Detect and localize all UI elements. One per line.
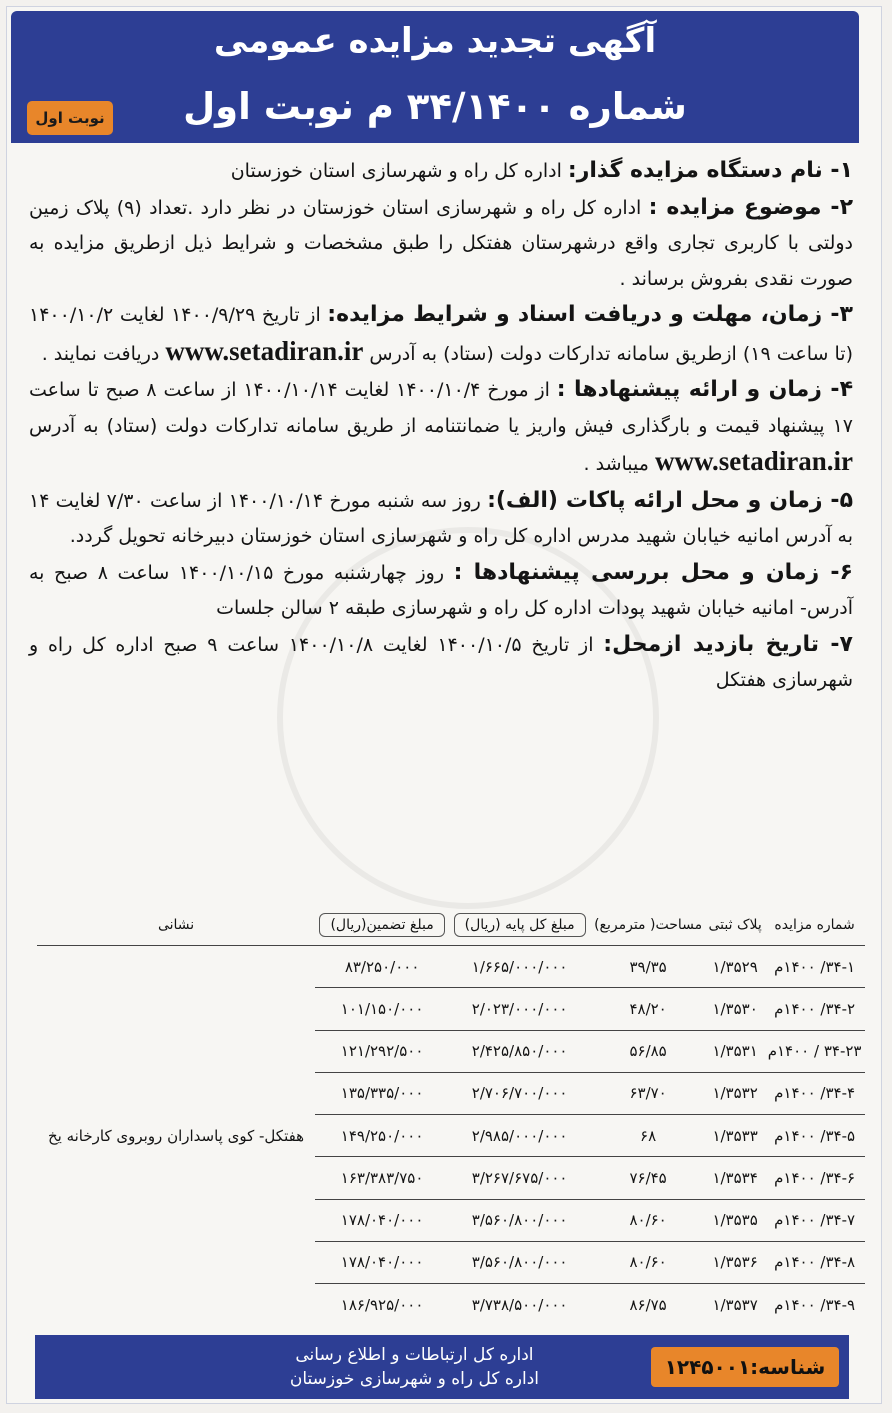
item-text: از تاریخ ۱۴۰۰/۹/۲۹ لغایت ۱۴۰۰/۱۰/۲ (تا ساعت ۱۹) ازطریق سامانه تدارکات دولت (ستاد) به آدرس (29, 304, 853, 365)
item-text: از تاریخ ۱۴۰۰/۱۰/۵ لغایت ۱۴۰۰/۱۰/۸ ساعت ۹ صبح اداره کل راه و شهرسازی هفتکل (29, 633, 853, 691)
cell-guarantee: ۱۲۱/۲۹۲/۵۰۰ (315, 1030, 449, 1072)
cell-base-price: ۲/۴۲۵/۸۵۰/۰۰۰ (449, 1030, 590, 1072)
table-row (37, 946, 865, 988)
cell-base-price: ۱/۶۶۵/۰۰۰/۰۰۰ (471, 957, 568, 976)
cell-guarantee: ۱۴۹/۲۵۰/۰۰۰ (315, 1115, 449, 1157)
cell-plot-no: ۱/۳۵۳۳ (706, 1115, 764, 1157)
cell-auction-no: ۳۴-۷/ ۱۴۰۰م (764, 1199, 865, 1241)
item-text: روز سه شنبه مورخ ۱۴۰۰/۱۰/۱۴ از ساعت ۷/۳۰ لغایت ۱۴ به آدرس امانیه خیابان شهید مدرس اداره کل راه و شهرسازی استان خوزستان دبیرخانه تحویل گردد. (29, 489, 853, 547)
cell-base-price: ۳/۷۳۸/۵۰۰/۰۰۰ (449, 1284, 590, 1325)
cell-area: ۷۶/۴۵ (590, 1157, 706, 1199)
cell-auction-no: ۳۴-۱/ ۱۴۰۰م (774, 957, 856, 976)
cell-guarantee: ۱۷۸/۰۴۰/۰۰۰ (315, 1199, 449, 1241)
col-header-base-price (449, 905, 590, 946)
item-3 (29, 297, 853, 372)
cell-auction-no: ۳۴-۲/ ۱۴۰۰م (764, 988, 865, 1030)
cell-base-price: ۳/۵۶۰/۸۰۰/۰۰۰ (449, 1199, 590, 1241)
col-header-plot-no: پلاک ثبتی (706, 905, 764, 946)
cell-area: ۳۹/۳۵ (629, 957, 667, 976)
cell-plot-no: ۱/۳۵۲۹ (712, 957, 758, 976)
cell-auction-no: ۳۴-۴/ ۱۴۰۰م (764, 1072, 865, 1114)
cell-area: ۶۸ (590, 1115, 706, 1157)
cell-base-price: ۳/۵۶۰/۸۰۰/۰۰۰ (449, 1241, 590, 1283)
cell-area: ۵۶/۸۵ (590, 1030, 706, 1072)
cell-guarantee: ۱۷۸/۰۴۰/۰۰۰ (315, 1241, 449, 1283)
announcement-body (29, 153, 853, 699)
cell-base-price: ۲/۰۲۳/۰۰۰/۰۰۰ (449, 988, 590, 1030)
item-label: ۲- موضوع مزایده : (648, 194, 853, 220)
cell-guarantee: ۱۰۱/۱۵۰/۰۰۰ (315, 988, 449, 1030)
footer-line-1: اداره کل ارتباطات و اطلاع رسانی (295, 1345, 534, 1365)
plots-table-container (37, 905, 865, 1325)
cell-auction-no: ۳۴-۶/ ۱۴۰۰م (764, 1157, 865, 1199)
cell-area: ۸۰/۶۰ (590, 1199, 706, 1241)
item-4 (29, 372, 853, 483)
cell-auction-no: ۳۴-۹/ ۱۴۰۰م (764, 1284, 865, 1325)
cell-plot-no: ۱/۳۵۳۷ (706, 1284, 764, 1325)
footer-banner (35, 1335, 849, 1399)
item-2 (29, 190, 853, 298)
item-text: اداره کل راه و شهرسازی استان خوزستان (230, 160, 568, 182)
cell-base-price: ۳/۲۶۷/۶۷۵/۰۰۰ (449, 1157, 590, 1199)
cell-plot-no: ۱/۳۵۳۱ (706, 1030, 764, 1072)
item-5 (29, 483, 853, 555)
cell-base-price: ۲/۷۰۶/۷۰۰/۰۰۰ (449, 1072, 590, 1114)
item-text: روز چهارشنبه مورخ ۱۴۰۰/۱۰/۱۵ ساعت ۸ صبح به آدرس- امانیه خیابان شهید پودات اداره کل راه و شهرسازی طبقه ۲ سالن جلسات (29, 561, 853, 619)
table-body (37, 946, 865, 1326)
col-header-address: نشانی (37, 905, 315, 946)
cell-plot-no: ۱/۳۵۳۴ (706, 1157, 764, 1199)
website-link[interactable]: www.setadiran.ir (655, 446, 853, 476)
cell-auction-no: ۳۴-۵/ ۱۴۰۰م (764, 1115, 865, 1157)
table-header-row (37, 905, 865, 946)
item-text-after: میباشد . (583, 453, 655, 475)
cell-area: ۶۳/۷۰ (590, 1072, 706, 1114)
cell-guarantee: ۱۶۳/۳۸۳/۷۵۰ (315, 1157, 449, 1199)
col-header-auction-no: شماره مزایده (764, 905, 865, 946)
cell-area: ۸۰/۶۰ (590, 1241, 706, 1283)
ad-id-badge: شناسه:۱۲۴۵۰۰۱ (651, 1347, 839, 1387)
item-label: ۷- تاریخ بازدید ازمحل: (603, 631, 853, 657)
item-label: ۵- زمان و محل ارائه پاکات (الف): (487, 487, 853, 513)
cell-guarantee: ۸۳/۲۵۰/۰۰۰ (344, 957, 420, 976)
page-title: آگهی تجدید مزایده عمومی (213, 21, 657, 61)
cell-address: هفتکل- کوی پاسداران روبروی کارخانه یخ (47, 1126, 305, 1145)
header-box: مبلغ تضمین(ریال) (319, 913, 444, 937)
col-header-area: مساحت( مترمربع) (590, 905, 706, 946)
item-label: ۳- زمان، مهلت و دریافت اسناد و شرایط مزایده: (327, 302, 853, 327)
cell-guarantee: ۱۸۶/۹۲۵/۰۰۰ (315, 1284, 449, 1325)
website-link[interactable]: www.setadiran.ir (165, 335, 364, 366)
item-text: اداره کل راه و شهرسازی استان خوزستان در نظر دارد .تعداد (۹) پلاک زمین دولتی با کاربری تجاری واقع درشهرستان هفتکل را طبق مشخصات و شرایط ذیل ازطریق مزایده به صورت نقدی بفروش برساند . (29, 196, 853, 290)
cell-auction-no: ۳۴-۸/ ۱۴۰۰م (764, 1241, 865, 1283)
footer-line-2: اداره کل راه و شهرسازی خوزستان (289, 1369, 539, 1389)
cell-plot-no: ۱/۳۵۳۰ (706, 988, 764, 1030)
item-text-after: دریافت نمایند . (41, 342, 166, 365)
footer-publisher (290, 1343, 539, 1391)
item-text: از مورخ ۱۴۰۰/۱۰/۴ لغایت ۱۴۰۰/۱۰/۱۴ از ساعت ۸ صبح تا ساعت ۱۷ پیشنهاد قیمت و بارگذاری فیش واریز یا ضمانتنامه از طریق سامانه تدارکات دولت (ستاد) به آدرس (29, 379, 853, 437)
cell-base-price: ۲/۹۸۵/۰۰۰/۰۰۰ (449, 1115, 590, 1157)
round-badge: نوبت اول (27, 101, 113, 135)
cell-guarantee: ۱۳۵/۳۳۵/۰۰۰ (315, 1072, 449, 1114)
page-subtitle: شماره ۳۴/۱۴۰۰ م نوبت اول (183, 85, 687, 128)
cell-plot-no: ۱/۳۵۳۶ (706, 1241, 764, 1283)
header-box: مبلغ کل پایه (ریال) (454, 913, 586, 937)
cell-area: ۴۸/۲۰ (590, 988, 706, 1030)
col-header-guarantee (315, 905, 449, 946)
header-banner (11, 11, 859, 143)
plots-table (37, 905, 865, 1325)
item-label: ۶- زمان و محل بررسی پیشنهادها : (453, 559, 853, 585)
cell-auction-no: ۳۴-۲۳ / ۱۴۰۰م (764, 1030, 865, 1072)
item-6 (29, 555, 853, 627)
cell-plot-no: ۱/۳۵۳۵ (706, 1199, 764, 1241)
item-label: ۴- زمان و ارائه پیشنهادها : (556, 377, 853, 402)
cell-plot-no: ۱/۳۵۳۲ (706, 1072, 764, 1114)
item-1 (29, 153, 853, 190)
item-7 (29, 627, 853, 699)
announcement-page (6, 6, 882, 1404)
item-label: ۱- نام دستگاه مزایده گذار: (567, 158, 853, 183)
cell-area: ۸۶/۷۵ (590, 1284, 706, 1325)
